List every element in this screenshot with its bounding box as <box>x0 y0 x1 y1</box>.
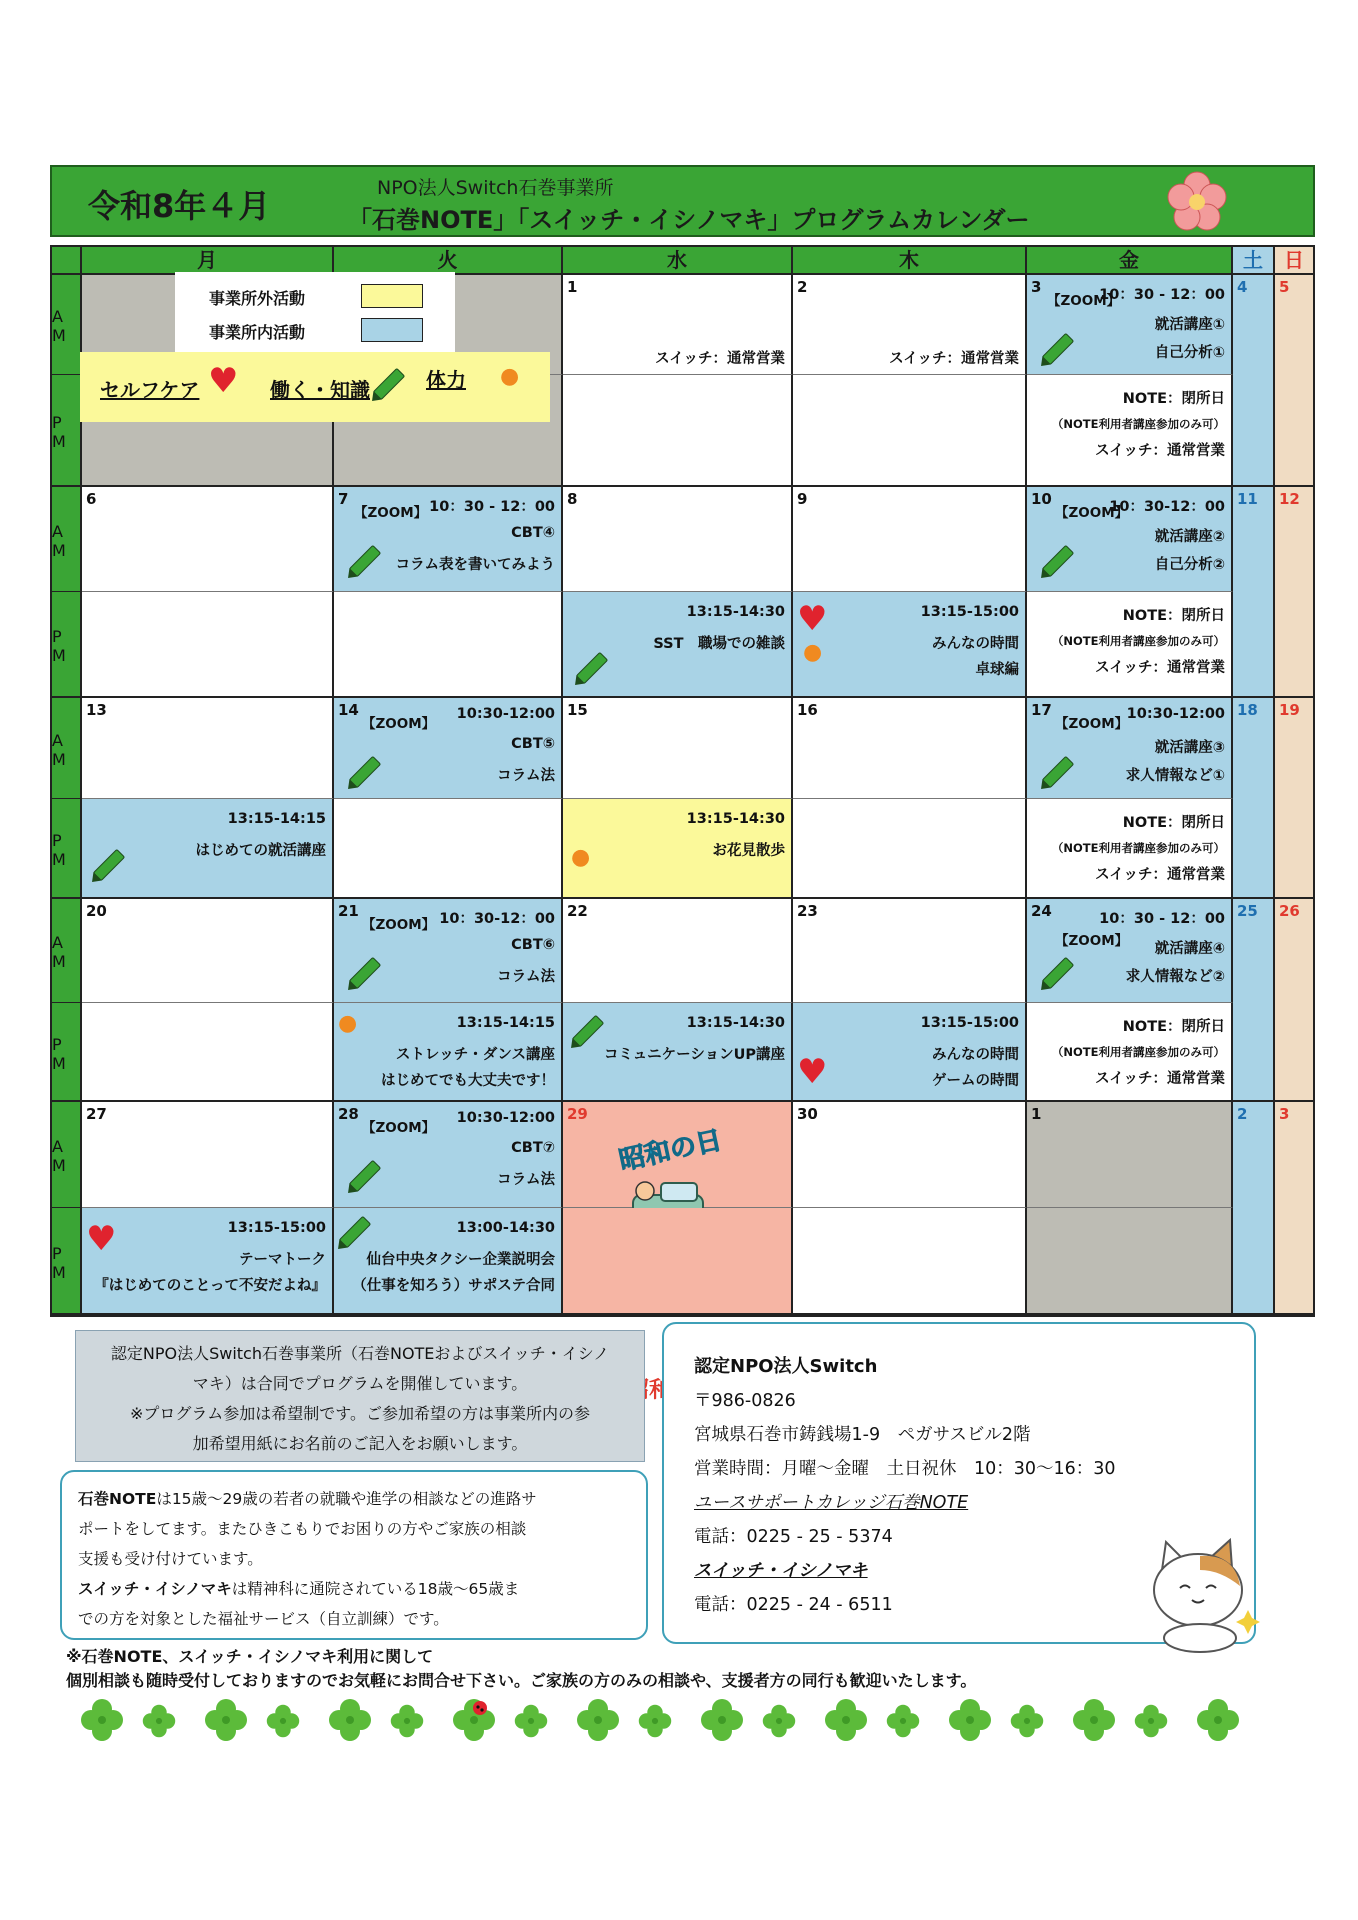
notice-line: 認定NPO法人Switch石巻事業所（石巻NOTEおよびスイッチ・イシノ <box>110 1344 610 1363</box>
am-label-m: M <box>52 326 66 345</box>
clover-border <box>80 1698 1280 1754</box>
zoom-tag: 【ZOOM】 <box>1055 716 1129 732</box>
footprint-icon: ● <box>571 845 591 870</box>
w4-fri-am-cell <box>1027 899 1233 1003</box>
clover-icon <box>1010 1704 1044 1738</box>
w5-tue-pm-cell <box>334 1208 563 1315</box>
day-number: 21 <box>338 902 359 920</box>
session-subtitle: 『はじめてのことって不安だよね』 <box>94 1278 326 1294</box>
zoom-tag: 【ZOOM】 <box>1055 933 1129 949</box>
clover-icon <box>390 1704 424 1738</box>
weekday-corner <box>52 247 82 273</box>
w5-tue-am-cell <box>334 1102 563 1208</box>
session-subtitle: 自己分析① <box>1154 345 1225 361</box>
w2-mon-pm-cell <box>82 592 334 698</box>
w3-mon-pm-cell <box>82 799 334 899</box>
day-number: 9 <box>797 490 808 508</box>
w1-wed-pm-cell <box>563 375 793 487</box>
legend-box <box>175 272 455 360</box>
day-number: 1 <box>567 278 578 296</box>
zoom-tag: 【ZOOM】 <box>362 917 436 933</box>
w1-thu-am-cell <box>793 275 1027 375</box>
w3-wed-pm-cell <box>563 799 793 899</box>
day-number: 26 <box>1279 902 1300 920</box>
zoom-tag: 【ZOOM】 <box>354 505 428 521</box>
weekday-fri: 金 <box>1027 247 1233 273</box>
program-notice-box <box>75 1330 645 1462</box>
legend-outside-label: 事業所外活動 <box>209 289 306 308</box>
contact-org-name: 認定NPO法人Switch <box>694 1356 878 1377</box>
w1-fri-pm-cell <box>1027 375 1233 487</box>
w5-mon-pm-cell <box>82 1208 334 1315</box>
session-subtitle: 求人情報など② <box>1125 969 1225 985</box>
session-time: 13:15-14:30 <box>686 604 785 620</box>
session-title: 仙台中央タクシー企業説明会 <box>366 1252 555 1268</box>
day-number: 25 <box>1237 902 1258 920</box>
pm-label-m: M <box>52 646 66 665</box>
weekday-thu: 木 <box>793 247 1027 273</box>
day-number: 1 <box>1031 1105 1042 1123</box>
session-title: 就活講座③ <box>1154 740 1225 756</box>
session-time: 10:30-12:00 <box>456 1110 555 1126</box>
w5-wed-pm-cell <box>563 1208 793 1315</box>
am-label-a: A <box>52 933 63 952</box>
pencil-icon <box>373 368 406 401</box>
w4-sun-cell <box>1275 899 1313 1102</box>
session-title: CBT⑤ <box>511 736 555 752</box>
switch-status: スイッチ：通常営業 <box>1095 660 1225 676</box>
clover-icon <box>1072 1698 1116 1742</box>
day-number: 24 <box>1031 902 1052 920</box>
pm-label <box>52 592 82 698</box>
pencil-icon <box>1042 756 1075 789</box>
day-number: 3 <box>1279 1105 1290 1123</box>
note-service-name: 石巻NOTE <box>78 1490 157 1508</box>
clover-icon <box>328 1698 372 1742</box>
w2-sat-cell <box>1233 487 1275 698</box>
note-office-name: ユースサポートカレッジ石巻NOTE <box>694 1493 969 1513</box>
postal-code: 〒986-0826 <box>694 1391 796 1411</box>
am-label-a: A <box>52 730 63 750</box>
session-time: 13:15-14:15 <box>227 811 326 827</box>
day-number: 30 <box>797 1105 818 1123</box>
session-subtitle: 求人情報など① <box>1125 768 1225 784</box>
w4-tue-pm-cell <box>334 1003 563 1102</box>
weekday-tue: 火 <box>334 247 563 273</box>
pencil-icon <box>572 1015 605 1048</box>
switch-service-name: スイッチ・イシノマキ <box>78 1580 232 1598</box>
session-time: 10：30 - 12：00 <box>1099 287 1225 303</box>
address: 宮城県石巻市鋳銭場1-9 ペガサスビル2階 <box>694 1425 1031 1445</box>
session-title: みんなの時間 <box>932 636 1019 652</box>
day-number: 18 <box>1237 701 1258 719</box>
holiday-title: 昭和の日 <box>616 1125 725 1177</box>
legend-outside-swatch <box>361 284 423 308</box>
am-label-m: M <box>52 952 66 971</box>
note-participation-note: （NOTE利用者講座参加のみ可） <box>1051 634 1225 648</box>
calendar-subtitle: 「石巻NOTE」「スイッチ・イシノマキ」プログラムカレンダー <box>348 206 1030 234</box>
legend-inside-label: 事業所内活動 <box>209 323 306 342</box>
session-time: 10：30 - 12：00 <box>1099 911 1225 927</box>
w1-sat-cell <box>1233 275 1275 487</box>
w3-mon-am-cell <box>82 698 334 799</box>
w5-sat-cell <box>1233 1102 1275 1315</box>
clover-icon <box>1134 1704 1168 1738</box>
clover-icon <box>948 1698 992 1742</box>
weekday-header-row <box>52 247 1313 275</box>
business-hours: 営業時間：月曜～金曜 土日祝休 10：30～16：30 <box>694 1459 1116 1479</box>
zoom-tag: 【ZOOM】 <box>1055 505 1129 521</box>
day-number: 29 <box>567 1105 588 1123</box>
w5-mon-am-cell <box>82 1102 334 1208</box>
pm-label-m: M <box>52 850 66 869</box>
notice-line: マキ）は合同でプログラムを開催しています。 <box>192 1374 528 1393</box>
day-number: 14 <box>338 701 359 719</box>
cat-mascot-icon <box>1140 1530 1260 1650</box>
description-text: での方を対象とした福祉サービス（自立訓練）です。 <box>78 1610 449 1628</box>
am-label-m: M <box>52 540 66 560</box>
calendar-header <box>50 165 1315 237</box>
session-title: テーマトーク <box>239 1252 326 1268</box>
pencil-icon <box>1042 957 1075 990</box>
pencil-icon <box>93 849 126 882</box>
organization-name: NPO法人Switch石巻事業所 <box>377 177 614 199</box>
clover-icon <box>514 1704 548 1738</box>
session-title: CBT⑦ <box>511 1140 555 1156</box>
pm-label-p: P <box>52 1034 62 1054</box>
session-time: 13:15-15:00 <box>920 1015 1019 1031</box>
clover-icon <box>1196 1698 1240 1742</box>
session-title: ストレッチ・ダンス講座 <box>395 1047 555 1063</box>
w2-thu-pm-cell <box>793 592 1027 698</box>
day-number: 6 <box>86 490 97 508</box>
session-title: お花見散歩 <box>712 843 785 859</box>
w1-thu-pm-cell <box>793 375 1027 487</box>
am-label <box>52 487 82 592</box>
w4-thu-pm-cell <box>793 1003 1027 1102</box>
day-number: 4 <box>1237 278 1248 296</box>
w3-thu-am-cell <box>793 698 1027 799</box>
description-text: は15歳～29歳の若者の就職や進学の相談などの進路サ <box>156 1490 537 1508</box>
heart-icon: ♥ <box>797 1052 828 1092</box>
pencil-icon <box>339 1216 372 1249</box>
switch-phone[interactable]: 電話：0225 - 24 - 6511 <box>694 1595 893 1615</box>
session-subtitle: コラム法 <box>497 1172 555 1188</box>
pm-label-p: P <box>52 627 62 646</box>
pm-label-m: M <box>52 432 66 451</box>
session-time: 13:15-14:30 <box>686 1015 785 1031</box>
activity-type-legend <box>80 352 550 422</box>
note-status: NOTE：閉所日 <box>1122 1019 1225 1035</box>
session-subtitle: はじめてでも大丈夫です！ <box>381 1073 555 1089</box>
day-number: 22 <box>567 902 588 920</box>
session-time: 10:30-12:00 <box>456 706 555 722</box>
zoom-tag: 【ZOOM】 <box>362 716 436 732</box>
day-number: 15 <box>567 701 588 719</box>
w1-fri-am-cell <box>1027 275 1233 375</box>
day-number: 10 <box>1031 490 1052 508</box>
day-number: 2 <box>1237 1105 1248 1123</box>
day-number: 20 <box>86 902 107 920</box>
service-description-box <box>60 1470 648 1640</box>
program-calendar <box>50 245 1315 1317</box>
session-time: 13:15-15:00 <box>227 1220 326 1236</box>
w4-fri-pm-cell <box>1027 1003 1233 1102</box>
w4-tue-am-cell <box>334 899 563 1003</box>
w2-tue-pm-cell <box>334 592 563 698</box>
session-time: 13:15-15:00 <box>920 604 1019 620</box>
switch-status: スイッチ：通常営業 <box>889 351 1019 367</box>
w5-fri-pm-cell <box>1027 1208 1233 1315</box>
weekday-mon: 月 <box>82 247 334 273</box>
session-title: 就活講座④ <box>1154 941 1225 957</box>
pencil-icon <box>349 1160 382 1193</box>
clover-icon <box>80 1698 124 1742</box>
heart-icon: ♥ <box>797 599 828 639</box>
pm-label <box>52 1003 82 1102</box>
session-subtitle: コラム表を書いてみよう <box>395 557 555 573</box>
activity-physical-label: 体力 <box>426 368 466 392</box>
w5-fri-am-cell <box>1027 1102 1233 1208</box>
session-title: SST 職場での雑談 <box>653 636 785 652</box>
am-label-a: A <box>52 521 63 541</box>
day-number: 13 <box>86 701 107 719</box>
day-number: 12 <box>1279 490 1300 508</box>
day-number: 2 <box>797 278 808 296</box>
flower-icon <box>1164 169 1230 235</box>
session-title: 就活講座② <box>1154 529 1225 545</box>
description-text: は精神科に通院されている18歳～65歳ま <box>231 1580 520 1598</box>
pm-label-m: M <box>52 1053 66 1073</box>
day-number: 27 <box>86 1105 107 1123</box>
pm-label <box>52 799 82 899</box>
footer-note <box>66 1645 976 1693</box>
note-participation-note: （NOTE利用者講座参加のみ可） <box>1051 1045 1225 1059</box>
am-label-m: M <box>52 749 66 769</box>
w2-tue-am-cell <box>334 487 563 592</box>
w4-thu-am-cell <box>793 899 1027 1003</box>
session-title: CBT④ <box>511 525 555 541</box>
switch-office-name: スイッチ・イシノマキ <box>694 1561 868 1581</box>
clover-icon <box>638 1704 672 1738</box>
switch-status: スイッチ：通常営業 <box>1095 1071 1225 1087</box>
session-time: 13:15-14:15 <box>456 1015 555 1031</box>
session-time: 10：30-12：00 <box>1109 499 1225 515</box>
clover-icon <box>142 1704 176 1738</box>
w4-mon-pm-cell <box>82 1003 334 1102</box>
session-time: 10：30 - 12：00 <box>429 499 555 515</box>
w3-wed-am-cell <box>563 698 793 799</box>
month-title: 令和8年４月 <box>88 187 271 225</box>
note-phone[interactable]: 電話：0225 - 25 - 5374 <box>694 1527 893 1547</box>
clover-icon <box>700 1698 744 1742</box>
weekday-sat: 土 <box>1233 247 1275 273</box>
note-participation-note: （NOTE利用者講座参加のみ可） <box>1051 841 1225 855</box>
weekday-wed: 水 <box>563 247 793 273</box>
w5-thu-am-cell <box>793 1102 1027 1208</box>
w2-fri-pm-cell <box>1027 592 1233 698</box>
pm-label <box>52 375 82 487</box>
session-subtitle: （仕事を知ろう）サポステ合同 <box>352 1278 555 1294</box>
pencil-icon <box>349 957 382 990</box>
am-label <box>52 1102 82 1208</box>
am-label-m: M <box>52 1156 66 1175</box>
w3-tue-pm-cell <box>334 799 563 899</box>
clover-icon <box>266 1704 300 1738</box>
w2-thu-am-cell <box>793 487 1027 592</box>
day-number: 16 <box>797 701 818 719</box>
session-time: 13:00-14:30 <box>456 1220 555 1236</box>
clover-icon <box>824 1698 868 1742</box>
note-status: NOTE：閉所日 <box>1122 608 1225 624</box>
zoom-tag: 【ZOOM】 <box>1047 293 1121 309</box>
session-time: 10：30-12：00 <box>439 911 555 927</box>
legend-inside-swatch <box>361 318 423 342</box>
footprint-icon: ● <box>803 640 823 665</box>
pencil-icon <box>1042 545 1075 578</box>
zoom-tag: 【ZOOM】 <box>362 1120 436 1136</box>
switch-status: スイッチ：通常営業 <box>655 351 785 367</box>
weekday-sun: 日 <box>1275 247 1313 273</box>
pencil-icon <box>349 756 382 789</box>
day-number: 3 <box>1031 278 1042 296</box>
footprint-icon: ● <box>500 364 520 389</box>
ladybug-icon <box>452 1698 496 1742</box>
pencil-icon <box>349 545 382 578</box>
w5-thu-pm-cell <box>793 1208 1027 1315</box>
session-subtitle: 卓球編 <box>975 662 1019 678</box>
w4-mon-am-cell <box>82 899 334 1003</box>
w3-thu-pm-cell <box>793 799 1027 899</box>
clover-icon <box>886 1704 920 1738</box>
clover-icon <box>204 1698 248 1742</box>
w3-tue-am-cell <box>334 698 563 799</box>
session-subtitle: ゲームの時間 <box>932 1073 1019 1089</box>
w5-sun-cell <box>1275 1102 1313 1315</box>
clover-icon <box>762 1704 796 1738</box>
day-number: 17 <box>1031 701 1052 719</box>
notice-line: 加希望用紙にお名前のご記入をお願いします。 <box>192 1434 528 1453</box>
notice-line: ※プログラム参加は希望制です。ご参加希望の方は事業所内の参 <box>130 1404 590 1423</box>
w5-wed-am-cell <box>563 1102 793 1208</box>
w1-sun-cell <box>1275 275 1313 487</box>
w3-fri-am-cell <box>1027 698 1233 799</box>
w2-wed-am-cell <box>563 487 793 592</box>
day-number: 23 <box>797 902 818 920</box>
session-subtitle: コラム法 <box>497 969 555 985</box>
session-title: 就活講座① <box>1154 317 1225 333</box>
pm-label-p: P <box>52 831 62 850</box>
footer-note-body: 個別相談も随時受付しておりますのでお気軽にお問合せ下さい。ご家族の方のみの相談や、支援者方の同行も歓迎いたします。 <box>66 1671 977 1690</box>
w3-sun-cell <box>1275 698 1313 899</box>
footprint-icon: ● <box>338 1011 358 1036</box>
switch-status: スイッチ：通常営業 <box>1095 443 1225 459</box>
heart-icon: ♥ <box>86 1219 117 1259</box>
w2-fri-am-cell <box>1027 487 1233 592</box>
switch-status: スイッチ：通常営業 <box>1095 867 1225 883</box>
clover-icon <box>576 1698 620 1742</box>
session-subtitle: 自己分析② <box>1154 557 1225 573</box>
heart-icon: ♥ <box>208 361 239 401</box>
w4-sat-cell <box>1233 899 1275 1102</box>
w4-wed-am-cell <box>563 899 793 1003</box>
note-participation-note: （NOTE利用者講座参加のみ可） <box>1051 417 1225 431</box>
day-number: 11 <box>1237 490 1258 508</box>
description-text: ポートをしてます。またひきこもりでお困りの方やご家族の相談 <box>78 1520 527 1538</box>
description-text: 支援も受け付けています。 <box>78 1550 263 1568</box>
w2-sun-cell <box>1275 487 1313 698</box>
session-title: CBT⑥ <box>511 937 555 953</box>
day-number: 19 <box>1279 701 1300 719</box>
am-label <box>52 698 82 799</box>
note-status: NOTE：閉所日 <box>1122 815 1225 831</box>
session-title: コミュニケーションUP講座 <box>603 1047 785 1063</box>
session-subtitle: コラム法 <box>497 768 555 784</box>
session-time: 10:30-12:00 <box>1126 706 1225 722</box>
pm-label-m: M <box>52 1262 66 1282</box>
pm-label-p: P <box>52 413 62 432</box>
pm-label <box>52 1208 82 1315</box>
w3-fri-pm-cell <box>1027 799 1233 899</box>
w1-wed-am-cell <box>563 275 793 375</box>
footer-note-heading: ※石巻NOTE、スイッチ・イシノマキ利用に関して <box>66 1647 434 1666</box>
session-title: はじめての就活講座 <box>195 843 326 859</box>
pencil-icon <box>576 652 609 685</box>
pencil-icon <box>1042 333 1075 366</box>
pm-label-p: P <box>52 1243 62 1263</box>
w4-wed-pm-cell <box>563 1003 793 1102</box>
note-status: NOTE：閉所日 <box>1122 391 1225 407</box>
day-number: 7 <box>338 490 349 508</box>
day-number: 28 <box>338 1105 359 1123</box>
activity-work-label: 働く・知識 <box>270 378 370 402</box>
session-time: 13:15-14:30 <box>686 811 785 827</box>
am-label-a: A <box>52 307 63 326</box>
am-label <box>52 899 82 1003</box>
am-label-a: A <box>52 1137 63 1156</box>
day-number: 5 <box>1279 278 1290 296</box>
am-label <box>52 275 82 375</box>
w3-sat-cell <box>1233 698 1275 899</box>
w2-wed-pm-cell <box>563 592 793 698</box>
w2-mon-am-cell <box>82 487 334 592</box>
session-title: みんなの時間 <box>932 1047 1019 1063</box>
activity-selfcare-label: セルフケア <box>100 378 200 402</box>
day-number: 8 <box>567 490 578 508</box>
